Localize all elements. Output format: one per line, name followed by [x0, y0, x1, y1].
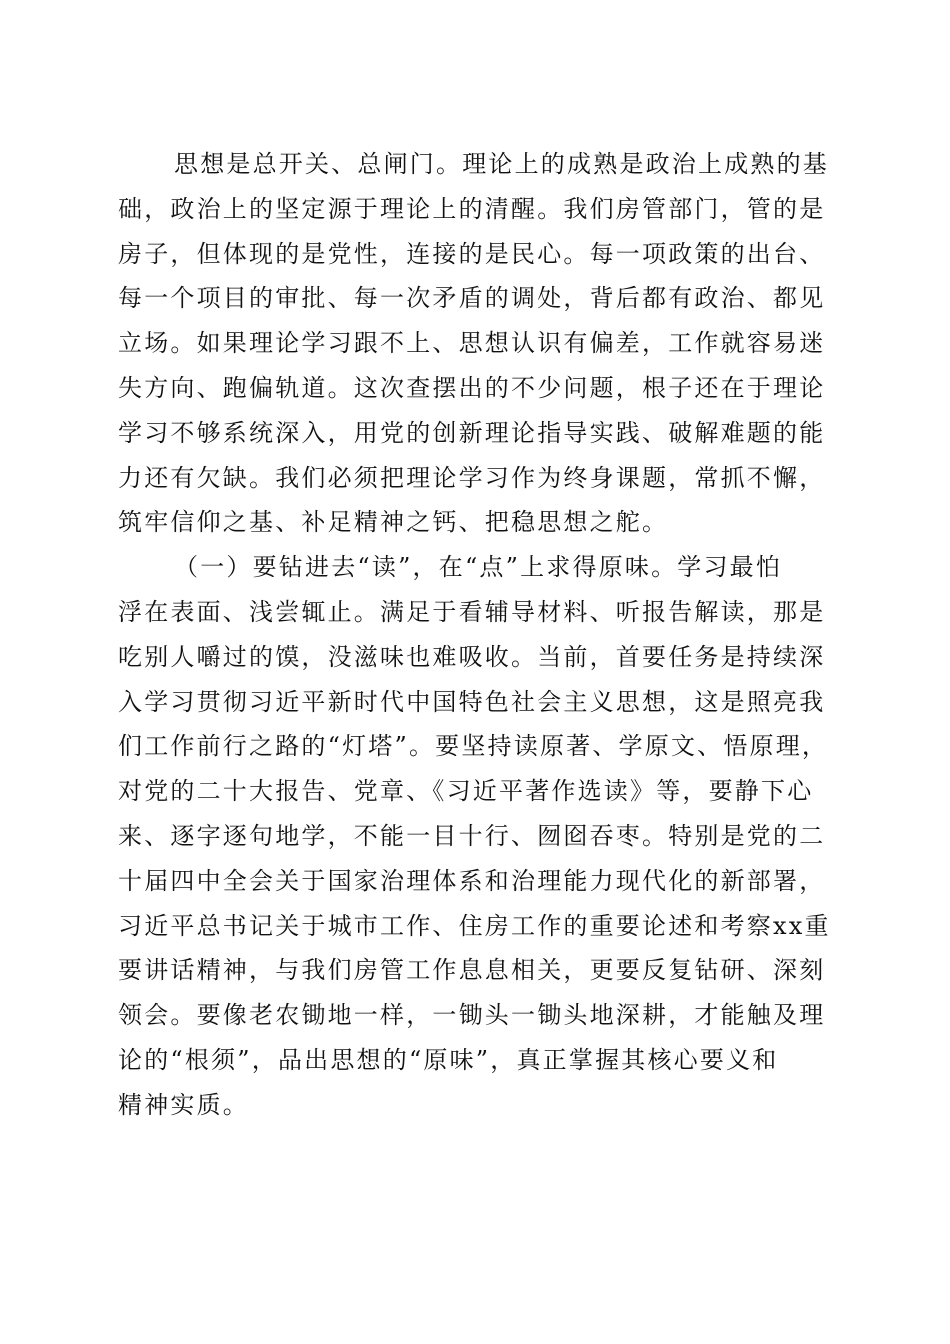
paragraph-line: 对党的二十大报告、党章、《习近平著作选读》等，要静下心: [118, 777, 814, 806]
paragraph-line: 习近平总书记关于城市工作、住房工作的重要论述和考察xx重: [118, 911, 831, 940]
paragraph-line: （一）要钻进去“读”，在“点”上求得原味。学习最怕: [174, 553, 783, 582]
paragraph-line: 十届四中全会关于国家治理体系和治理能力现代化的新部署，: [118, 866, 826, 895]
paragraph-1: [118, 142, 830, 545]
paragraph-line: 论的“根须”，品出思想的“原味”，真正掌握其核心要义和: [118, 1045, 779, 1074]
paragraph-line: 立场。如果理论学习跟不上、思想认识有偏差，工作就容易迷: [118, 329, 826, 358]
paragraph-line: 要讲话精神，与我们房管工作息息相关，更要反复钻研、深刻: [118, 956, 826, 985]
paragraph-line: 础，政治上的坚定源于理论上的清醒。我们房管部门，管的是: [118, 194, 826, 223]
paragraph-line: 来、逐字逐句地学，不能一目十行、囫囵吞枣。特别是党的二: [118, 821, 826, 850]
paragraph-line: 力还有欠缺。我们必须把理论学习作为终身课题，常抓不懈，: [118, 463, 826, 492]
paragraph-line: 失方向、跑偏轨道。这次查摆出的不少问题，根子还在于理论: [118, 373, 826, 402]
paragraph-line: 筑牢信仰之基、补足精神之钙、把稳思想之舵。: [118, 508, 669, 537]
paragraph-line: 们工作前行之路的“灯塔”。要坚持读原著、学原文、悟原理，: [118, 732, 829, 761]
paragraph-2: [118, 545, 830, 1127]
paragraph-line: 领会。要像老农锄地一样，一锄头一锄头地深耕，才能触及理: [118, 1001, 826, 1030]
paragraph-line: 学习不够系统深入，用党的创新理论指导实践、破解难题的能: [118, 418, 826, 447]
paragraph-line: 房子，但体现的是党性，连接的是民心。每一项政策的出台、: [118, 239, 826, 268]
paragraph-line: 入学习贯彻习近平新时代中国特色社会主义思想，这是照亮我: [118, 687, 826, 716]
paragraph-line: 每一个项目的审批、每一次矛盾的调处，背后都有政治、都见: [118, 284, 826, 313]
paragraph-line: 思想是总开关、总闸门。理论上的成熟是政治上成熟的基: [174, 150, 829, 178]
paragraph-line: 精神实质。: [118, 1090, 249, 1119]
paragraph-line: 浮在表面、浅尝辄止。满足于看辅导材料、听报告解读，那是: [118, 597, 826, 626]
paragraph-line: 吃别人嚼过的馍，没滋味也难吸收。当前，首要任务是持续深: [118, 642, 826, 671]
document-body: [118, 142, 830, 1128]
